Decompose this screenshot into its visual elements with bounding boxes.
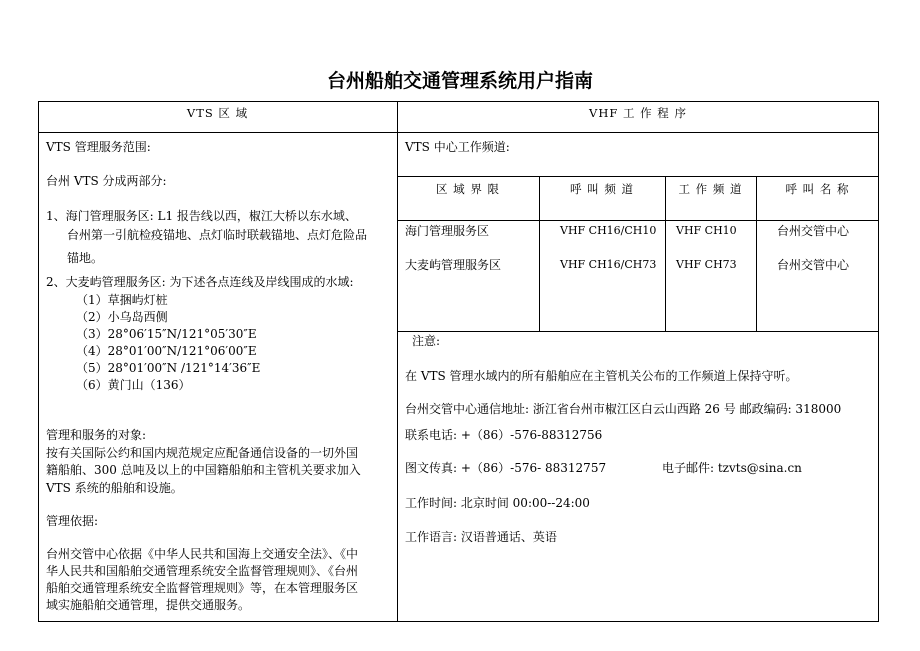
row2-area: 大麦屿管理服务区 [405, 258, 502, 272]
objects-line-3: VTS 系统的船舶和设施。 [46, 481, 183, 495]
basis-line-2: 华人民共和国船舶交通管理系统安全监督管理规则》、《台州 [46, 564, 359, 578]
point-2: （2）小乌岛西侧 [76, 310, 168, 324]
language-text: 工作语言: 汉语普通话、英语 [405, 530, 557, 544]
table-header-name: 呼 叫 名 称 [785, 182, 850, 196]
scope-label: VTS 管理服务范围: [46, 140, 151, 154]
table-header-call: 呼 叫 频 道 [570, 182, 634, 196]
right-header: VHF 工 作 程 序 [589, 106, 687, 120]
basis-label: 管理依据: [46, 514, 99, 528]
inner-col-2 [665, 176, 666, 331]
point-5: （5）28°01′00″N /121°14′36″E [76, 361, 261, 375]
row1-name: 台州交管中心 [777, 224, 850, 238]
point-6: （6）黄门山（136） [76, 378, 191, 392]
row2-work: VHF CH73 [676, 258, 737, 271]
hours-text: 工作时间: 北京时间 00:00--24:00 [405, 496, 590, 510]
fax-text: 图文传真: +（86）-576- 88312757 [405, 461, 607, 475]
item1-line-2: 台州第一引航检疫锚地、点灯临时联载锚地、点灯危险品 [67, 228, 368, 242]
header-divider [38, 132, 879, 133]
inner-header-bottom [397, 220, 879, 221]
row2-call: VHF CH16/CH73 [560, 258, 657, 271]
column-divider [397, 101, 398, 622]
table-header-area: 区 域 界 限 [436, 182, 500, 196]
basis-line-1: 台州交管中心依据《中华人民共和国海上交通安全法》、《中 [46, 547, 359, 561]
phone-text: 联系电话: +（86）-576-88312756 [405, 428, 603, 442]
channel-label: VTS 中心工作频道: [405, 140, 510, 154]
left-header: VTS 区 域 [186, 106, 249, 120]
objects-line-1: 按有关国际公约和国内规范规定应配备通信设备的一切外国 [46, 446, 359, 460]
inner-table-bottom [397, 331, 879, 332]
email-text: 电子邮件: tzvts@sina.cn [662, 461, 802, 475]
row1-area: 海门管理服务区 [405, 224, 490, 238]
item1-line-3: 锚地。 [67, 251, 104, 265]
parts-label: 台州 VTS 分成两部分: [46, 174, 167, 188]
objects-label: 管理和服务的对象: [46, 428, 147, 442]
table-header-work: 工 作 频 道 [678, 182, 743, 196]
item1-line-1: 1、海门管理服务区: L1 报告线以西，椒江大桥以东水域、 [46, 209, 357, 223]
inner-table-top [397, 176, 879, 177]
objects-line-2: 籍船舶、300 总吨及以上的中国籍船舶和主管机关要求加入 [46, 463, 361, 477]
point-3: （3）28°06′15″N/121°05′30″E [76, 327, 257, 341]
basis-line-4: 域实施船舶交通管理，提供交通服务。 [46, 598, 251, 612]
point-4: （4）28°01′00″N/121°06′00″E [76, 344, 257, 358]
inner-col-3 [756, 176, 757, 331]
row2-name: 台州交管中心 [777, 258, 850, 272]
row1-work: VHF CH10 [676, 224, 737, 237]
point-1: （1）草捆屿灯桩 [76, 293, 168, 307]
inner-col-1 [539, 176, 540, 331]
notice-text: 在 VTS 管理水域内的所有船舶应在主管机关公布的工作频道上保持守听。 [405, 369, 798, 383]
notice-label: 注意: [412, 334, 441, 348]
row1-call: VHF CH16/CH10 [560, 224, 657, 237]
address-text: 台州交管中心通信地址: 浙江省台州市椒江区白云山西路 26 号 邮政编码: 318000 [405, 402, 842, 416]
page-title: 台州船舶交通管理系统用户指南 [326, 70, 593, 92]
basis-line-3: 船舶交通管理系统安全监督管理规则》等，在本管理服务区 [46, 581, 359, 595]
item2-line: 2、大麦屿管理服务区: 为下述各点连线及岸线围成的水域: [46, 275, 354, 289]
